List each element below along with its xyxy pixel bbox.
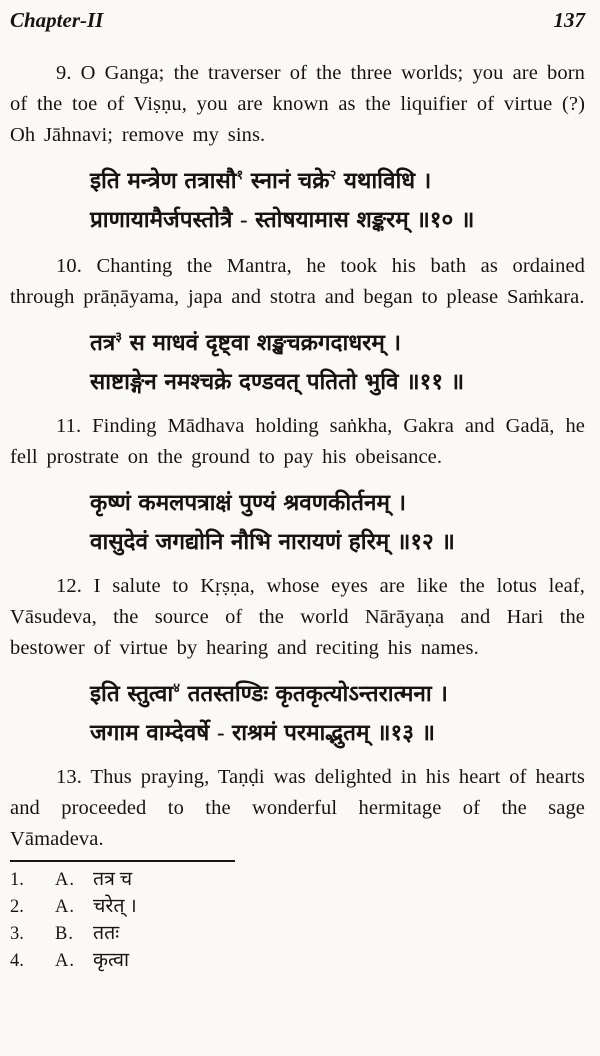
verse-10-line-2 bbox=[90, 200, 585, 239]
footnote-ref-1: १ bbox=[236, 167, 244, 182]
sanskrit-verse-10 bbox=[10, 161, 585, 239]
footnote-reading: ततः bbox=[93, 923, 120, 944]
footnote-reading: कृत्वा bbox=[93, 950, 130, 971]
page-number: 137 bbox=[553, 8, 585, 32]
footnote-number: 4. bbox=[10, 951, 24, 971]
footnote-number: 2. bbox=[10, 897, 24, 917]
footnote-manuscript-siglum: A. bbox=[55, 951, 75, 971]
footnote-4 bbox=[10, 947, 585, 974]
sanskrit-verse-13 bbox=[10, 674, 585, 752]
paragraph-verse-9-translation: 9. O Ganga; the traverser of the three worlds; you are born of the toe of Viṣṇu, you are known as the liquifier of virtue (?) Oh Jāhnavi; remove my sins. bbox=[10, 62, 585, 146]
footnote-3 bbox=[10, 920, 585, 947]
sanskrit-verse-12 bbox=[10, 483, 585, 561]
footnote-reading: तत्र च bbox=[93, 869, 133, 890]
verse-12-line-1 bbox=[90, 483, 585, 522]
footnote-manuscript-siglum: B. bbox=[55, 924, 74, 944]
verse-11-line-2 bbox=[90, 362, 585, 401]
verse-text: कृष्णं कमलपत्राक्षं पुण्यं श्रवणकीर्तनम् । bbox=[90, 490, 407, 515]
verse-text: इति मन्त्रेण तत्रासौ bbox=[90, 168, 237, 193]
paragraph-verse-11-translation: 11. Finding Mādhava holding saṅkha, Gakra and Gadā, he fell prostrate on the ground to pay his obeisance. bbox=[10, 415, 585, 468]
verse-13-line-2 bbox=[90, 713, 585, 752]
footnote-number: 1. bbox=[10, 870, 24, 890]
paragraph-verse-13-translation: 13. Thus praying, Taṇḍi was delighted in his heart of hearts and proceeded to the wonderful hermitage of the sage Vāmadeva. bbox=[10, 766, 585, 850]
footnote-reading: चरेत् । bbox=[93, 896, 137, 917]
footnote-2 bbox=[10, 893, 585, 920]
paragraph-verse-12-translation: 12. I salute to Kṛṣṇa, whose eyes are like the lotus leaf, Vāsudeva, the source of the world Nārāyaṇa and Hari the bestower of virtue by hearing and reciting his names. bbox=[10, 575, 585, 659]
verse-text: प्राणायामैर्जपस्तोत्रै - स्तोषयामास शङ्करम् ॥१० ॥ bbox=[90, 207, 475, 232]
running-chapter-title: Chapter-II bbox=[10, 8, 104, 32]
footnote-ref-2: २ bbox=[329, 167, 337, 182]
paragraph-verse-10-translation: 10. Chanting the Mantra, he took his bath as ordained through prāṇāyama, japa and stotra and began to please Saṁkara. bbox=[10, 255, 585, 308]
verse-text: वासुदेवं जगद्योनि नौभि नारायणं हरिम् ॥१२ ॥ bbox=[90, 529, 455, 554]
verse-text: स माधवं दृष्ट्वा शङ्खचक्रगदाधरम् । bbox=[122, 330, 401, 355]
footnote-ref-3: ३ bbox=[115, 329, 123, 344]
verse-text: यथाविधि । bbox=[336, 168, 432, 193]
footnote-1 bbox=[10, 866, 585, 893]
footnote-number: 3. bbox=[10, 924, 24, 944]
verse-text: जगाम वाम्देवर्षे - राश्रमं परमाद्भुतम् ॥१३ ॥ bbox=[90, 720, 436, 745]
verse-text: साष्टाङ्गेन नमश्चक्रे दण्डवत् पतितो भुवि ॥११ ॥ bbox=[90, 369, 465, 394]
footnote-separator-rule bbox=[10, 860, 235, 862]
verse-text: इति स्तुत्वा bbox=[90, 681, 174, 706]
footnote-ref-4: ४ bbox=[173, 680, 180, 695]
footnotes-block bbox=[10, 866, 585, 974]
verse-text: तत्र bbox=[90, 330, 116, 355]
page-header bbox=[10, 6, 585, 33]
verse-13-line-1 bbox=[90, 674, 585, 713]
footnote-manuscript-siglum: A. bbox=[55, 870, 75, 890]
verse-12-line-2 bbox=[90, 522, 585, 561]
sanskrit-verse-11 bbox=[10, 323, 585, 401]
footnote-manuscript-siglum: A. bbox=[55, 897, 75, 917]
verse-text: स्नानं चक्रे bbox=[243, 168, 330, 193]
verse-10-line-1 bbox=[90, 161, 585, 200]
verse-11-line-1 bbox=[90, 323, 585, 362]
verse-text: ततस्तण्डिः कृतकृत्योऽन्तरात्मना । bbox=[179, 681, 448, 706]
